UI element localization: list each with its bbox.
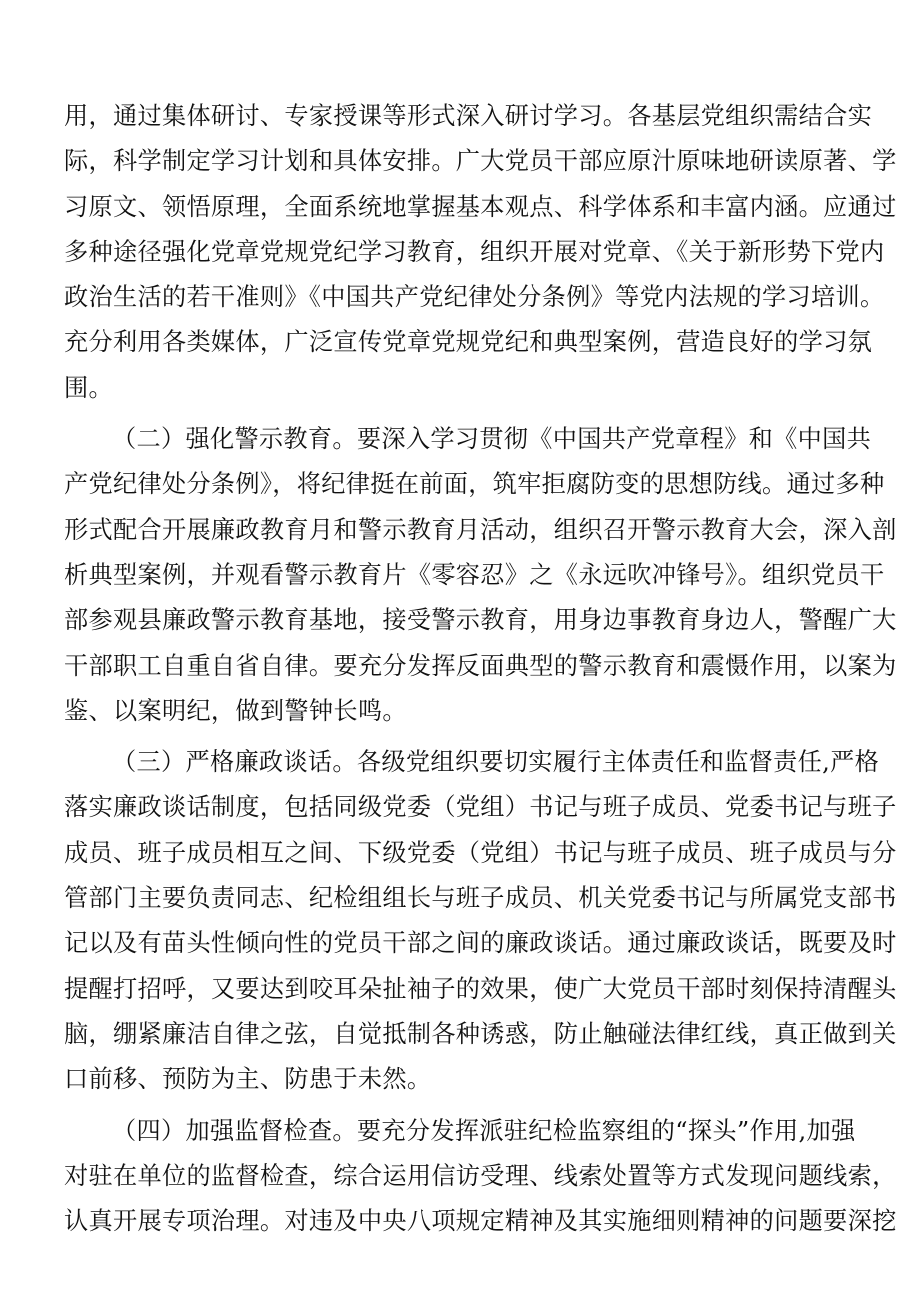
text-line: 际，科学制定学习计划和具体安排。广大党员干部应原汁原味地研读原著、学 xyxy=(64,147,897,176)
text-line: （二）强化警示教育。要深入学习贯彻《中国共产党章程》和《中国共 xyxy=(112,425,872,454)
document-body xyxy=(64,94,897,1244)
text-line: （四）加强监督检查。要充分发挥派驻纪检监察组的“探头”作用,加强 xyxy=(112,1116,856,1145)
text-line: 管部门主要负责同志、纪检组组长与班子成员、机关党委书记与所属党支部书 xyxy=(64,884,897,913)
text-line: 围。 xyxy=(64,373,113,402)
text-line: 政治生活的若干准则》《中国共产党纪律处分条例》等党内法规的学习培训。 xyxy=(64,283,885,312)
text-line: 认真开展专项治理。对违及中央八项规定精神及其实施细则精神的问题要深挖 xyxy=(64,1207,897,1236)
text-line: 对驻在单位的监督检查，综合运用信访受理、线索处置等方式发现问题线索， xyxy=(64,1161,897,1190)
text-line: 提醒打招呼，又要达到咬耳朵扯袖子的效果，使广大党员干部时刻保持清醒头 xyxy=(64,974,897,1003)
text-line: 产党纪律处分条例》，将纪律挺在前面，筑牢拒腐防变的思想防线。通过多种 xyxy=(64,470,885,499)
text-line: 多种途径强化党章党规党纪学习教育，组织开展对党章、《关于新形势下党内 xyxy=(64,237,885,266)
text-line: 脑，绷紧廉洁自律之弦，自觉抵制各种诱惑，防止触碰法律红线，真正做到关 xyxy=(64,1019,897,1048)
text-line: 习原文、领悟原理，全面系统地掌握基本观点、科学体系和丰富内涵。应通过 xyxy=(64,192,897,221)
text-line: 落实廉政谈话制度，包括同级党委（党组）书记与班子成员、党委书记与班子 xyxy=(64,793,897,822)
text-line: 记以及有苗头性倾向性的党员干部之间的廉政谈话。通过廉政谈话，既要及时 xyxy=(64,929,897,958)
text-line: 部参观县廉政警示教育基地，接受警示教育，用身边事教育身边人，警醒广大 xyxy=(64,606,897,635)
text-line: 成员、班子成员相互之间、下级党委（党组）书记与班子成员、班子成员与分 xyxy=(64,838,897,867)
text-line: 充分利用各类媒体，广泛宣传党章党规党纪和典型案例，营造良好的学习氛 xyxy=(64,328,873,357)
text-line: 口前移、预防为主、防患于未然。 xyxy=(64,1065,432,1094)
text-line: 干部职工自重自省自律。要充分发挥反面典型的警示教育和震慑作用，以案为 xyxy=(64,651,897,680)
text-line: 形式配合开展廉政教育月和警示教育月活动，组织召开警示教育大会，深入剖 xyxy=(64,515,897,544)
text-line: 用，通过集体研讨、专家授课等形式深入研讨学习。各基层党组织需结合实 xyxy=(64,102,873,130)
text-line: 析典型案例，并观看警示教育片《零容忍》之《永远吹冲锋号》。组织党员干 xyxy=(64,560,885,589)
text-line: 鉴、以案明纪，做到警钟长鸣。 xyxy=(64,696,407,725)
text-line: （三）严格廉政谈话。各级党组织要切实履行主体责任和监督责任,严格 xyxy=(112,748,880,777)
